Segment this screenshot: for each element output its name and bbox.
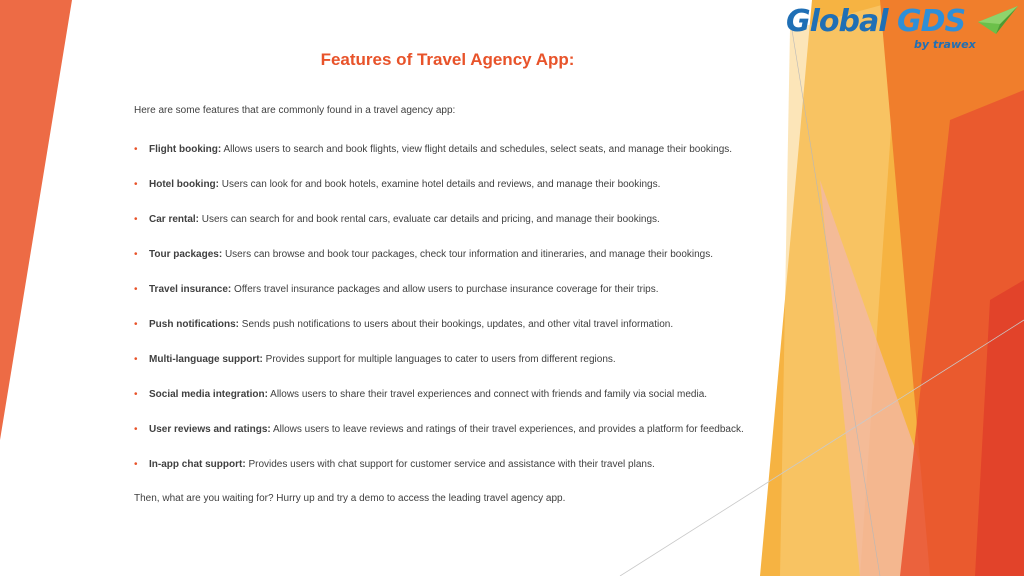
- paper-plane-icon: [976, 4, 1020, 38]
- feature-name: In-app chat support:: [149, 459, 246, 470]
- list-item: [134, 177, 774, 192]
- global-gds-logo: [786, 4, 1022, 54]
- bullet-icon: •: [134, 214, 138, 225]
- feature-description: Offers travel insurance packages and allow users to purchase insurance coverage for their trips.: [234, 284, 659, 295]
- bullet-icon: •: [134, 459, 138, 470]
- feature-description: Allows users to share their travel experiences and connect with friends and family via social media.: [270, 389, 708, 400]
- feature-description: Users can search for and book rental cars, evaluate car details and pricing, and manage their bookings.: [201, 214, 660, 225]
- bullet-icon: •: [134, 319, 138, 330]
- list-item: [134, 212, 774, 227]
- slide-content: [134, 104, 774, 506]
- feature-name: Travel insurance:: [149, 284, 232, 295]
- feature-name: Flight booking:: [149, 144, 222, 155]
- feature-description: Provides support for multiple languages to cater to users from different regions.: [265, 354, 616, 365]
- slide-title: Features of Travel Agency App:: [320, 50, 575, 69]
- feature-description: Allows users to leave reviews and ratings of their travel experiences, and provides a platform for feedback.: [272, 424, 744, 435]
- bullet-icon: •: [134, 284, 138, 295]
- bullet-icon: •: [134, 144, 138, 155]
- feature-name: Social media integration:: [149, 389, 268, 400]
- bullet-icon: •: [134, 389, 138, 400]
- feature-description: Users can browse and book tour packages, check tour information and itineraries, and manage their bookings.: [224, 249, 714, 260]
- intro-text: Here are some features that are commonly found in a travel agency app:: [134, 105, 456, 116]
- list-item: [134, 457, 774, 472]
- list-item: [134, 142, 774, 157]
- bullet-icon: •: [134, 179, 138, 190]
- bullet-icon: •: [134, 354, 138, 365]
- logo-tagline: by trawex: [914, 38, 976, 51]
- bullet-icon: •: [134, 249, 138, 260]
- feature-name: Car rental:: [149, 214, 200, 225]
- feature-name: Tour packages:: [149, 249, 223, 260]
- list-item: [134, 387, 774, 402]
- feature-description: Sends push notifications to users about their bookings, updates, and other vital travel information.: [241, 319, 674, 330]
- feature-description: Allows users to search and book flights, view flight details and schedules, select seats, and manage their bookings.: [223, 144, 733, 155]
- logo-word-gds: GDS: [896, 4, 966, 39]
- list-item: [134, 247, 774, 262]
- list-item: [134, 282, 774, 297]
- feature-name: Multi-language support:: [149, 354, 263, 365]
- feature-name: Hotel booking:: [149, 179, 219, 190]
- bullet-icon: •: [134, 424, 138, 435]
- list-item: [134, 352, 774, 367]
- list-item: [134, 422, 774, 437]
- closing-text: Then, what are you waiting for? Hurry up and try a demo to access the leading travel agency app.: [134, 493, 566, 504]
- feature-description: Users can look for and book hotels, examine hotel details and reviews, and manage their bookings.: [221, 179, 661, 190]
- feature-name: Push notifications:: [149, 319, 239, 330]
- logo-word-global: Global: [786, 4, 888, 39]
- feature-list: [134, 142, 774, 472]
- feature-description: Provides users with chat support for customer service and assistance with their travel plans.: [248, 459, 655, 470]
- list-item: [134, 317, 774, 332]
- feature-name: User reviews and ratings:: [149, 424, 271, 435]
- logo-wordmark: [786, 4, 965, 39]
